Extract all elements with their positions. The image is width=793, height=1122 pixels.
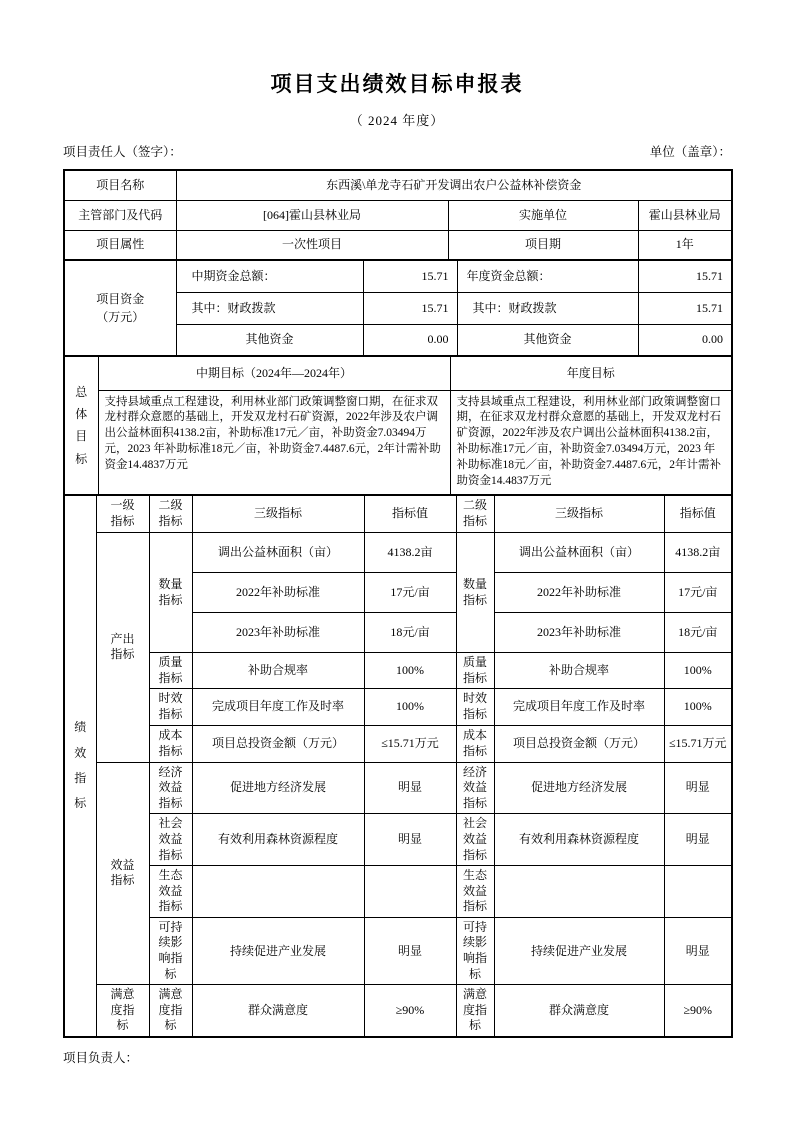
level2-cost-right: 成本指标: [456, 725, 494, 762]
indicator-name: 持续促进产业发展: [192, 917, 364, 984]
indicator-name: 调出公益林面积（亩）: [192, 533, 364, 573]
indicator-row: [64, 814, 732, 866]
indicator-value-right: ≤15.71万元: [664, 725, 732, 762]
responsible-person-label: 项目责任人（签字）：: [63, 145, 182, 159]
indicator-name: 2022年补助标准: [192, 573, 364, 613]
goal-text-row: [64, 390, 732, 495]
year-goal-header: 年度目标: [450, 356, 732, 390]
level2-social: 社会效益指标: [149, 814, 192, 866]
indicator-value: ≤15.71万元: [364, 725, 456, 762]
indicator-name-right: 2022年补助标准: [494, 573, 664, 613]
level1-output: 产出指标: [96, 533, 149, 762]
level2-social-right: 社会效益指标: [456, 814, 494, 866]
overall-goal-label: 总体目标: [64, 356, 98, 495]
level2-cost: 成本指标: [149, 725, 192, 762]
header-level3-right: 三级指标: [494, 495, 664, 533]
level2-satisfaction-right: 满意度指标: [456, 985, 494, 1037]
indicator-name: 补助合规率: [192, 653, 364, 689]
indicator-value-right: 4138.2亩: [664, 533, 732, 573]
level2-economic-right: 经济效益指标: [456, 762, 494, 814]
indicator-value-right: 18元/亩: [664, 613, 732, 653]
indicator-row: [64, 762, 732, 814]
performance-indicator-label: 绩效指标: [64, 495, 96, 1037]
indicator-name: 完成项目年度工作及时率: [192, 689, 364, 725]
year-other-label: 其他资金: [457, 324, 638, 356]
indicator-name-right: 促进地方经济发展: [494, 762, 664, 814]
project-period-label: 项目期: [448, 230, 638, 260]
level2-quantity: 数量指标: [149, 533, 192, 653]
year-total-value: 15.71: [638, 260, 732, 292]
mid-total-label: 中期资金总额：: [176, 260, 363, 292]
indicator-row: [64, 689, 732, 725]
mid-other-label: 其他资金: [176, 324, 363, 356]
funding-table: [63, 259, 733, 357]
dept-code-label: 主管部门及代码: [64, 200, 176, 230]
indicator-value: 17元/亩: [364, 573, 456, 613]
header-level2-right: 二级指标: [456, 495, 494, 533]
level2-quality: 质量指标: [149, 653, 192, 689]
indicator-name-right: 调出公益林面积（亩）: [494, 533, 664, 573]
indicator-name: 促进地方经济发展: [192, 762, 364, 814]
signature-row: [63, 142, 731, 160]
indicator-value: ≥90%: [364, 985, 456, 1037]
header-value-right: 指标值: [664, 495, 732, 533]
indicator-row: [64, 985, 732, 1037]
mid-total-value: 15.71: [363, 260, 457, 292]
level2-sustainable-right: 可持续影响指标: [456, 917, 494, 984]
level1-satisfaction: 满意度指标: [96, 985, 149, 1037]
overall-goal-table: [63, 355, 733, 496]
indicator-value: 100%: [364, 689, 456, 725]
indicator-value: 100%: [364, 653, 456, 689]
indicator-row: [64, 866, 732, 918]
indicator-name-right: 完成项目年度工作及时率: [494, 689, 664, 725]
page-subtitle: （ 2024 年度）: [349, 113, 445, 128]
project-period-value: 1年: [638, 230, 732, 260]
indicator-name-right: 有效利用森林资源程度: [494, 814, 664, 866]
level2-ecological-right: 生态效益指标: [456, 866, 494, 918]
header-value: 指标值: [364, 495, 456, 533]
mid-goal-text: 支持县域重点工程建设，利用林业部门政策调整窗口期，在征求双龙村群众意愿的基础上，开发双龙村石矿资源，2022年涉及农户调出公益林面积4138.2亩，补助标准17元／亩，补助资金7.03494万元，2023 年补助标准18元／亩，补助资金7.4487.6元，2年计需补助资金14.4837万元: [98, 390, 450, 495]
indicator-name-right: [494, 866, 664, 918]
impl-unit-value: 霍山县林业局: [638, 200, 732, 230]
impl-unit-label: 实施单位: [448, 200, 638, 230]
page-title: 项目支出绩效目标申报表: [270, 72, 524, 96]
header-level2: 二级指标: [149, 495, 192, 533]
level2-sustainable: 可持续影响指标: [149, 917, 192, 984]
level2-quantity-right: 数量指标: [456, 533, 494, 653]
indicator-value-right: 明显: [664, 762, 732, 814]
indicator-name: 2023年补助标准: [192, 613, 364, 653]
project-name-value: 东西溪\单龙寺石矿开发调出农户公益林补偿资金: [176, 170, 732, 200]
indicator-value-right: [664, 866, 732, 918]
indicator-row: [64, 725, 732, 762]
indicator-name-right: 2023年补助标准: [494, 613, 664, 653]
indicator-value: 明显: [364, 814, 456, 866]
mid-fiscal-label: 其中：财政拨款: [176, 292, 363, 324]
level1-benefit: 效益指标: [96, 762, 149, 985]
level2-economic: 经济效益指标: [149, 762, 192, 814]
indicators-table: [63, 494, 733, 1038]
indicator-row: [64, 917, 732, 984]
indicator-name: 群众满意度: [192, 985, 364, 1037]
indicator-name-right: 持续促进产业发展: [494, 917, 664, 984]
indicator-header-row: [64, 495, 732, 533]
level2-ecological: 生态效益指标: [149, 866, 192, 918]
unit-seal-label: 单位（盖章）：: [649, 145, 731, 159]
indicator-value: 明显: [364, 917, 456, 984]
header-level1: 一级指标: [96, 495, 149, 533]
year-fiscal-label: 其中：财政拨款: [457, 292, 638, 324]
goal-header-row: [64, 356, 732, 390]
indicator-value-right: 17元/亩: [664, 573, 732, 613]
indicator-value-right: ≥90%: [664, 985, 732, 1037]
indicator-value: 明显: [364, 762, 456, 814]
indicator-value: 4138.2亩: [364, 533, 456, 573]
level2-timeliness-right: 时效指标: [456, 689, 494, 725]
attr-row: [64, 230, 732, 260]
indicator-name: 有效利用森林资源程度: [192, 814, 364, 866]
dept-code-value: [064]霍山县林业局: [176, 200, 448, 230]
indicator-value: 18元/亩: [364, 613, 456, 653]
indicator-value-right: 明显: [664, 814, 732, 866]
mid-other-value: 0.00: [363, 324, 457, 356]
funding-section-label: 项目资金（万元）: [64, 260, 176, 356]
indicator-name-right: 群众满意度: [494, 985, 664, 1037]
project-attr-value: 一次性项目: [176, 230, 448, 260]
indicator-name: 项目总投资金额（万元）: [192, 725, 364, 762]
level2-timeliness: 时效指标: [149, 689, 192, 725]
funding-total-row: [64, 260, 732, 292]
project-attr-label: 项目属性: [64, 230, 176, 260]
indicator-name-right: 项目总投资金额（万元）: [494, 725, 664, 762]
project-leader-label: 项目负责人：: [63, 1051, 139, 1066]
level2-quality-right: 质量指标: [456, 653, 494, 689]
header-level3: 三级指标: [192, 495, 364, 533]
dept-row: [64, 200, 732, 230]
mid-fiscal-value: 15.71: [363, 292, 457, 324]
indicator-value: [364, 866, 456, 918]
mid-goal-header: 中期目标（2024年—2024年）: [98, 356, 450, 390]
level2-satisfaction: 满意度指标: [149, 985, 192, 1037]
indicator-name-right: 补助合规率: [494, 653, 664, 689]
year-goal-text: 支持县域重点工程建设，利用林业部门政策调整窗口期，在征求双龙村群众意愿的基础上，开发双龙村石矿资源，2022年涉及农户调出公益林面积4138.2亩，补助标准17元／亩，补助资金7.03494万元，2023 年补助标准18元／亩，补助资金7.4487.6元，2年计需补助资金14.4837万元: [450, 390, 732, 495]
year-fiscal-value: 15.71: [638, 292, 732, 324]
indicator-value-right: 100%: [664, 653, 732, 689]
basic-info-table: [63, 169, 733, 261]
project-name-row: [64, 170, 732, 200]
indicator-value-right: 明显: [664, 917, 732, 984]
year-other-value: 0.00: [638, 324, 732, 356]
indicator-value-right: 100%: [664, 689, 732, 725]
indicator-row: [64, 653, 732, 689]
indicator-row: [64, 533, 732, 573]
indicator-name: [192, 866, 364, 918]
project-name-label: 项目名称: [64, 170, 176, 200]
year-total-label: 年度资金总额：: [457, 260, 638, 292]
